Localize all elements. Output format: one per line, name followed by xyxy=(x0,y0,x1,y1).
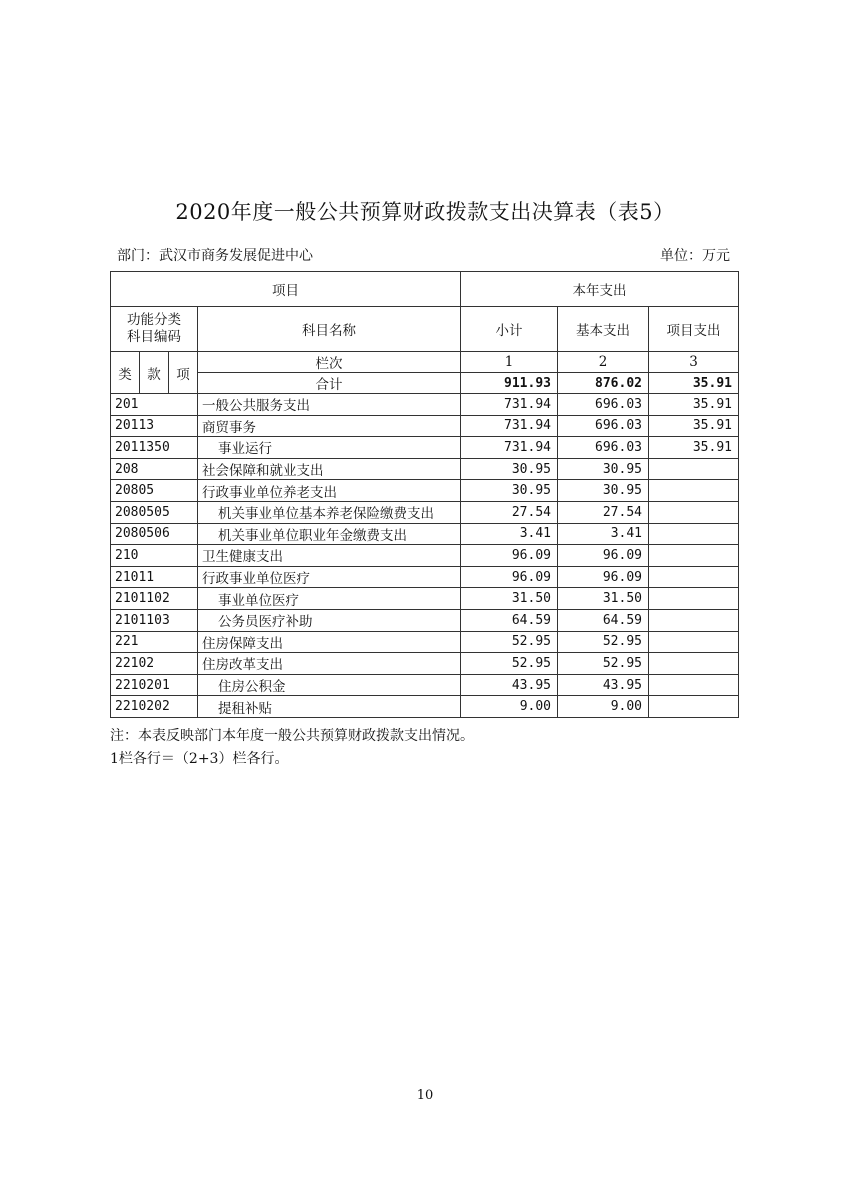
row-basic: 31.50 xyxy=(558,588,649,610)
total-row xyxy=(111,373,739,394)
row-code: 2210202 xyxy=(111,696,198,718)
row-project: 35.91 xyxy=(649,394,739,416)
table-row xyxy=(111,458,739,480)
row-project xyxy=(649,501,739,523)
header-row-3 xyxy=(111,352,739,373)
table-row xyxy=(111,523,739,545)
row-subject-name: 行政事业单位医疗 xyxy=(198,566,461,588)
row-code: 201 xyxy=(111,394,198,416)
row-subject-name: 机关事业单位基本养老保险缴费支出 xyxy=(198,501,461,523)
row-basic: 696.03 xyxy=(558,394,649,416)
row-subtotal: 9.00 xyxy=(461,696,558,718)
row-basic: 96.09 xyxy=(558,566,649,588)
row-subtotal: 31.50 xyxy=(461,588,558,610)
row-subtotal: 30.95 xyxy=(461,458,558,480)
row-code: 21011 xyxy=(111,566,198,588)
table-row xyxy=(111,609,739,631)
row-project xyxy=(649,480,739,502)
row-code: 20113 xyxy=(111,415,198,437)
row-project xyxy=(649,609,739,631)
budget-table xyxy=(110,271,739,718)
row-subject-name: 住房保障支出 xyxy=(198,631,461,653)
row-basic: 3.41 xyxy=(558,523,649,545)
row-subtotal: 27.54 xyxy=(461,501,558,523)
row-subtotal: 96.09 xyxy=(461,566,558,588)
row-project: 35.91 xyxy=(649,415,739,437)
row-subtotal: 64.59 xyxy=(461,609,558,631)
row-subtotal: 43.95 xyxy=(461,674,558,696)
row-subject-name: 机关事业单位职业年金缴费支出 xyxy=(198,523,461,545)
row-subtotal: 30.95 xyxy=(461,480,558,502)
total-label: 合计 xyxy=(198,373,461,394)
row-subtotal: 52.95 xyxy=(461,631,558,653)
row-subject-name: 行政事业单位养老支出 xyxy=(198,480,461,502)
row-subtotal: 731.94 xyxy=(461,394,558,416)
table-row xyxy=(111,480,739,502)
header-row-1 xyxy=(111,272,739,307)
header-func-code-line2: 科目编码 xyxy=(127,329,181,345)
row-code: 22102 xyxy=(111,653,198,675)
row-project: 35.91 xyxy=(649,437,739,459)
row-basic: 64.59 xyxy=(558,609,649,631)
row-subject-name: 卫生健康支出 xyxy=(198,545,461,567)
table-row xyxy=(111,653,739,675)
row-basic: 96.09 xyxy=(558,545,649,567)
header-func-code-line1: 功能分类 xyxy=(127,312,181,328)
row-basic: 52.95 xyxy=(558,653,649,675)
row-subtotal: 3.41 xyxy=(461,523,558,545)
row-basic: 696.03 xyxy=(558,437,649,459)
row-project xyxy=(649,696,739,718)
row-subtotal: 731.94 xyxy=(461,415,558,437)
row-code: 2011350 xyxy=(111,437,198,459)
row-subject-name: 提租补贴 xyxy=(198,696,461,718)
row-project xyxy=(649,566,739,588)
unit-label: 单位：万元 xyxy=(660,248,730,264)
header-column-order: 栏次 xyxy=(198,352,461,373)
row-subject-name: 事业运行 xyxy=(198,437,461,459)
header-row-2 xyxy=(111,307,739,352)
row-code: 2080505 xyxy=(111,501,198,523)
table-row xyxy=(111,588,739,610)
row-project xyxy=(649,653,739,675)
row-code: 2101103 xyxy=(111,609,198,631)
header-kuan: 款 xyxy=(140,352,169,394)
total-subtotal: 911.93 xyxy=(461,373,558,394)
header-lei: 类 xyxy=(111,352,140,394)
header-col1: 1 xyxy=(461,352,558,373)
row-basic: 27.54 xyxy=(558,501,649,523)
table-row xyxy=(111,631,739,653)
row-subtotal: 52.95 xyxy=(461,653,558,675)
row-basic: 696.03 xyxy=(558,415,649,437)
table-row xyxy=(111,437,739,459)
note-line-2: 1栏各行＝（2+3）栏各行。 xyxy=(110,751,289,767)
header-xiang: 项 xyxy=(169,352,198,394)
header-col3: 3 xyxy=(649,352,739,373)
header-subject-name: 科目名称 xyxy=(198,307,461,352)
table-row xyxy=(111,674,739,696)
row-basic: 9.00 xyxy=(558,696,649,718)
row-code: 221 xyxy=(111,631,198,653)
header-col2: 2 xyxy=(558,352,649,373)
table-row xyxy=(111,394,739,416)
row-project xyxy=(649,588,739,610)
table-row xyxy=(111,566,739,588)
row-subject-name: 社会保障和就业支出 xyxy=(198,458,461,480)
row-project xyxy=(649,631,739,653)
page-number: 10 xyxy=(416,1088,434,1103)
header-basic: 基本支出 xyxy=(558,307,649,352)
row-project xyxy=(649,523,739,545)
row-subject-name: 事业单位医疗 xyxy=(198,588,461,610)
table-row xyxy=(111,545,739,567)
table-row xyxy=(111,415,739,437)
header-subtotal: 小计 xyxy=(461,307,558,352)
note-line-1: 注：本表反映部门本年度一般公共预算财政拨款支出情况。 xyxy=(110,728,474,744)
total-project: 35.91 xyxy=(649,373,739,394)
row-subtotal: 731.94 xyxy=(461,437,558,459)
row-code: 2080506 xyxy=(111,523,198,545)
row-subject-name: 公务员医疗补助 xyxy=(198,609,461,631)
row-code: 208 xyxy=(111,458,198,480)
row-code: 210 xyxy=(111,545,198,567)
row-basic: 52.95 xyxy=(558,631,649,653)
header-func-code xyxy=(111,307,198,352)
row-project xyxy=(649,545,739,567)
row-subtotal: 96.09 xyxy=(461,545,558,567)
table-row xyxy=(111,501,739,523)
row-subject-name: 一般公共服务支出 xyxy=(198,394,461,416)
header-project: 项目支出 xyxy=(649,307,739,352)
row-basic: 30.95 xyxy=(558,480,649,502)
row-subject-name: 住房公积金 xyxy=(198,674,461,696)
total-basic: 876.02 xyxy=(558,373,649,394)
row-code: 2101102 xyxy=(111,588,198,610)
row-code: 2210201 xyxy=(111,674,198,696)
row-project xyxy=(649,458,739,480)
table-row xyxy=(111,696,739,718)
page-title: 2020年度一般公共预算财政拨款支出决算表（表5） xyxy=(175,200,675,224)
row-subject-name: 住房改革支出 xyxy=(198,653,461,675)
header-current-year: 本年支出 xyxy=(461,272,739,307)
row-code: 20805 xyxy=(111,480,198,502)
row-project xyxy=(649,674,739,696)
row-subject-name: 商贸事务 xyxy=(198,415,461,437)
row-basic: 43.95 xyxy=(558,674,649,696)
department-label: 部门：武汉市商务发展促进中心 xyxy=(117,248,313,264)
row-basic: 30.95 xyxy=(558,458,649,480)
header-item: 项目 xyxy=(111,272,461,307)
